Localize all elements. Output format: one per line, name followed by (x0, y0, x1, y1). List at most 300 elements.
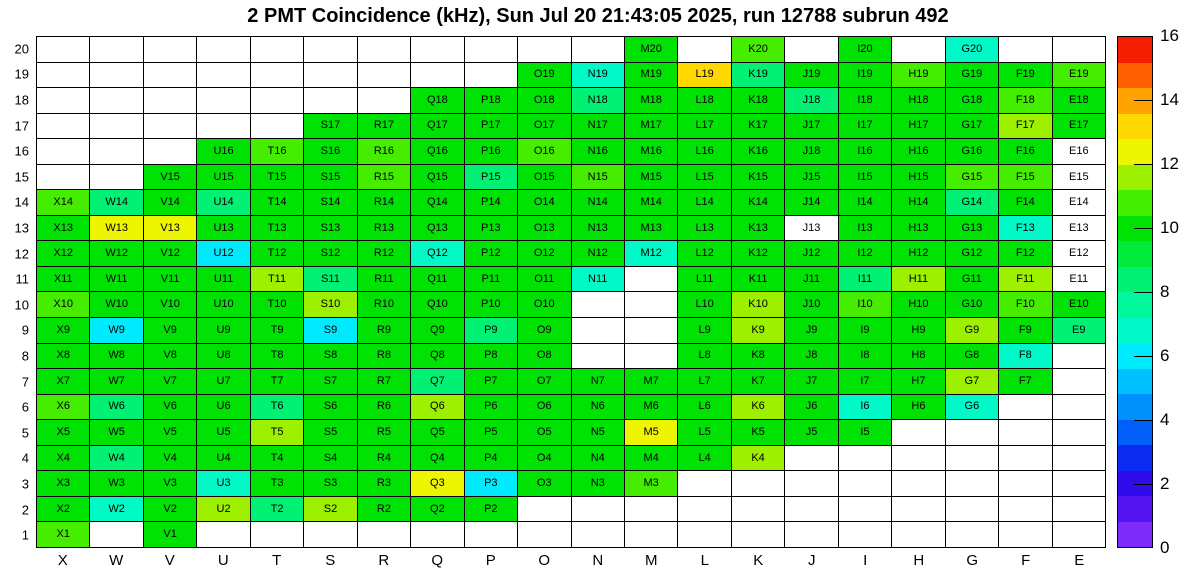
heatmap-cell (197, 497, 249, 522)
cell-label: S10 (320, 298, 341, 311)
heatmap-cell (892, 88, 944, 113)
heatmap-cell (785, 63, 837, 88)
heatmap-cell (304, 318, 356, 343)
heatmap-cell (251, 420, 303, 445)
heatmap-cell-empty (465, 37, 517, 62)
cell-label: M6 (643, 400, 659, 413)
heatmap-cell (251, 292, 303, 317)
cell-label: K10 (748, 298, 768, 311)
heatmap-cell (251, 190, 303, 215)
heatmap-cell (411, 139, 463, 164)
heatmap-cell (732, 216, 784, 241)
heatmap-cell (785, 165, 837, 190)
cell-label: O8 (536, 349, 552, 362)
heatmap-cell-empty (358, 37, 410, 62)
colorbar-tick (1134, 484, 1152, 485)
cell-label: U6 (216, 400, 231, 413)
heatmap-cell (304, 471, 356, 496)
heatmap-cell-empty (411, 37, 463, 62)
cell-label: V7 (163, 374, 177, 387)
cell-label: W10 (105, 298, 128, 311)
cell-label: P10 (481, 298, 501, 311)
cell-label: N7 (590, 374, 605, 387)
heatmap-cell (304, 344, 356, 369)
cell-label: L17 (695, 119, 714, 132)
heatmap-cell (465, 420, 517, 445)
heatmap-cell-empty (37, 37, 89, 62)
cell-label: U4 (216, 451, 231, 464)
cell-label: R7 (376, 374, 391, 387)
cell-label: G15 (961, 170, 983, 183)
heatmap-cell (465, 241, 517, 266)
cell-label: X7 (56, 374, 70, 387)
cell-label: S9 (323, 323, 338, 336)
heatmap-cell-empty (892, 446, 944, 471)
cell-label: Q14 (426, 196, 448, 209)
cell-label: K5 (751, 426, 765, 439)
cell-label: U11 (213, 272, 234, 285)
heatmap-cell (892, 139, 944, 164)
cell-label: P16 (481, 144, 501, 157)
heatmap-cell (1053, 165, 1105, 190)
cell-label: X9 (56, 323, 70, 336)
cell-label: U8 (216, 349, 231, 362)
heatmap-cell (37, 522, 89, 547)
heatmap-cell (197, 395, 249, 420)
y-axis-label: 1 (21, 527, 29, 543)
cell-label: Q7 (430, 374, 445, 387)
cell-label: O12 (533, 247, 555, 260)
heatmap-cell (572, 241, 624, 266)
cell-label: N4 (590, 451, 605, 464)
y-axis-label: 5 (21, 425, 29, 441)
heatmap-cell-empty (946, 497, 998, 522)
cell-label: V8 (163, 349, 177, 362)
cell-label: N14 (587, 196, 608, 209)
heatmap-cell-empty (572, 37, 624, 62)
cell-label: H14 (908, 196, 929, 209)
heatmap-cell-empty (839, 446, 891, 471)
heatmap-cell (839, 241, 891, 266)
heatmap-cell (839, 292, 891, 317)
heatmap-cell-empty (90, 165, 142, 190)
heatmap-cell-empty (197, 88, 249, 113)
cell-label: I9 (860, 323, 870, 336)
cell-label: G11 (961, 272, 982, 285)
heatmap-cell (197, 241, 249, 266)
heatmap-cell (411, 395, 463, 420)
heatmap-cell-empty (358, 63, 410, 88)
heatmap-cell-empty (785, 497, 837, 522)
cell-label: Q4 (430, 451, 445, 464)
heatmap-cell (892, 292, 944, 317)
cell-label: G10 (961, 298, 983, 311)
heatmap-cell-empty (572, 318, 624, 343)
heatmap-cell (518, 471, 570, 496)
heatmap-cell-empty (90, 114, 142, 139)
heatmap-cell-empty (892, 37, 944, 62)
heatmap-cell (90, 241, 142, 266)
cell-label: P8 (484, 349, 498, 362)
cell-label: S16 (320, 144, 341, 157)
cell-label: S6 (323, 400, 338, 413)
heatmap-cell-empty (304, 37, 356, 62)
cell-label: E19 (1068, 68, 1089, 81)
heatmap-cell (732, 446, 784, 471)
heatmap-cell (518, 420, 570, 445)
y-axis-label: 10 (14, 297, 29, 313)
cell-label: L8 (698, 349, 711, 362)
heatmap-cell (518, 446, 570, 471)
colorbar-band (1118, 139, 1152, 165)
heatmap-cell (304, 446, 356, 471)
heatmap-cell (572, 267, 624, 292)
cell-label: V2 (163, 502, 177, 515)
heatmap-cell-empty (37, 114, 89, 139)
heatmap-cell (625, 37, 677, 62)
heatmap-cell (90, 369, 142, 394)
heatmap-cell (1053, 292, 1105, 317)
cell-label: E10 (1068, 298, 1089, 311)
cell-label: O15 (533, 170, 555, 183)
cell-label: K9 (751, 323, 765, 336)
colorbar-band (1118, 190, 1152, 216)
heatmap-cell (572, 114, 624, 139)
heatmap-cell (90, 267, 142, 292)
cell-label: H12 (908, 247, 929, 260)
cell-label: J18 (802, 93, 821, 106)
heatmap-cell (90, 216, 142, 241)
cell-label: G13 (961, 221, 983, 234)
y-axis-label: 14 (14, 194, 29, 210)
cell-label: L11 (695, 272, 714, 285)
heatmap-cell (304, 292, 356, 317)
cell-label: J19 (802, 68, 821, 81)
heatmap-cell-empty (892, 497, 944, 522)
heatmap-cell (304, 267, 356, 292)
heatmap-cell-empty (625, 497, 677, 522)
heatmap-cell-empty (304, 63, 356, 88)
cell-label: E15 (1068, 170, 1089, 183)
heatmap-cell-empty (251, 37, 303, 62)
cell-label: P11 (481, 272, 501, 285)
cell-label: I13 (857, 221, 873, 234)
heatmap-cell (732, 139, 784, 164)
cell-label: J7 (805, 374, 818, 387)
cell-label: T6 (270, 400, 284, 413)
x-axis-label: K (753, 552, 764, 569)
cell-label: I7 (860, 374, 870, 387)
heatmap-cell (732, 88, 784, 113)
cell-label: R5 (376, 426, 391, 439)
cell-label: U9 (216, 323, 231, 336)
heatmap-cell-empty (465, 63, 517, 88)
cell-label: L16 (695, 144, 714, 157)
heatmap-cell-empty (37, 88, 89, 113)
heatmap-cell (892, 216, 944, 241)
cell-label: Q11 (427, 272, 448, 285)
heatmap-cell (358, 292, 410, 317)
cell-label: Q2 (430, 502, 445, 515)
colorbar-tick (1134, 420, 1152, 421)
cell-label: T11 (267, 272, 287, 285)
cell-label: W2 (108, 502, 125, 515)
cell-label: I15 (857, 170, 873, 183)
heatmap-cell (678, 267, 730, 292)
heatmap-cell (572, 395, 624, 420)
cell-label: G19 (961, 68, 983, 81)
cell-label: P9 (484, 323, 498, 336)
heatmap-cell (37, 369, 89, 394)
cell-label: J15 (802, 170, 821, 183)
colorbar-tick (1134, 228, 1152, 229)
heatmap-cell (732, 63, 784, 88)
cell-label: H15 (908, 170, 929, 183)
heatmap-cell (732, 395, 784, 420)
cell-label: E12 (1068, 247, 1089, 260)
heatmap-cell (304, 369, 356, 394)
heatmap-cell (839, 395, 891, 420)
heatmap-cell-empty (90, 522, 142, 547)
cell-label: T4 (270, 451, 284, 464)
cell-label: T12 (267, 247, 287, 260)
cell-label: V6 (163, 400, 177, 413)
heatmap-cell (304, 497, 356, 522)
heatmap-cell-empty (358, 522, 410, 547)
heatmap-cell (839, 318, 891, 343)
heatmap-cell (678, 344, 730, 369)
cell-label: W3 (108, 477, 125, 490)
cell-label: M17 (640, 119, 662, 132)
cell-label: J18 (802, 144, 821, 157)
heatmap-cell (411, 318, 463, 343)
heatmap-cell-empty (625, 522, 677, 547)
heatmap-cell (358, 165, 410, 190)
colorbar-band (1118, 318, 1152, 344)
colorbar-band (1118, 420, 1152, 446)
cell-label: G16 (961, 144, 983, 157)
y-axis-label: 7 (21, 374, 29, 390)
heatmap-cell (358, 395, 410, 420)
cell-label: V13 (160, 221, 180, 234)
cell-label: Q8 (430, 349, 445, 362)
cell-label: U15 (213, 170, 234, 183)
cell-label: K20 (748, 42, 768, 55)
heatmap-cell-empty (197, 63, 249, 88)
heatmap-cell (572, 369, 624, 394)
heatmap-cell (465, 267, 517, 292)
heatmap-cell (678, 395, 730, 420)
cell-label: G14 (961, 196, 983, 209)
cell-label: G6 (964, 400, 980, 413)
heatmap-cell (839, 216, 891, 241)
cell-label: P5 (484, 426, 498, 439)
cell-label: N12 (587, 247, 608, 260)
heatmap-cell-empty (90, 63, 142, 88)
cell-label: P18 (481, 93, 501, 106)
cell-label: O6 (536, 400, 552, 413)
heatmap-cell (465, 165, 517, 190)
cell-label: H19 (908, 68, 929, 81)
heatmap-cell (37, 190, 89, 215)
cell-label: W4 (108, 451, 125, 464)
x-axis-label: H (913, 552, 925, 569)
cell-label: M18 (640, 93, 662, 106)
heatmap-cell (839, 369, 891, 394)
heatmap-cell-empty (197, 522, 249, 547)
heatmap-cell (90, 292, 142, 317)
cell-label: L19 (695, 68, 714, 81)
heatmap-cell (946, 344, 998, 369)
heatmap-cell-empty (999, 420, 1051, 445)
heatmap-cell (197, 318, 249, 343)
cell-label: F18 (1015, 93, 1035, 106)
x-axis-label: J (808, 552, 816, 569)
cell-label: S13 (320, 221, 341, 234)
heatmap-cell-empty (946, 446, 998, 471)
heatmap-cell (358, 114, 410, 139)
heatmap-cell (892, 241, 944, 266)
colorbar-band (1118, 292, 1152, 318)
cell-label: I20 (857, 42, 873, 55)
cell-label: F9 (1018, 323, 1032, 336)
cell-label: J6 (805, 400, 818, 413)
heatmap-cell (999, 190, 1051, 215)
heatmap-cell-empty (37, 165, 89, 190)
cell-label: V14 (160, 196, 180, 209)
heatmap-cell (518, 241, 570, 266)
heatmap-cell (999, 292, 1051, 317)
heatmap-cell (785, 420, 837, 445)
colorbar-band (1118, 445, 1152, 471)
cell-label: O4 (536, 451, 552, 464)
cell-label: L6 (698, 400, 711, 413)
cell-label: T10 (267, 298, 287, 311)
heatmap-cell (785, 190, 837, 215)
heatmap-cell-empty (144, 37, 196, 62)
cell-label: H8 (911, 349, 926, 362)
heatmap-cell (892, 369, 944, 394)
cell-label: F15 (1015, 170, 1035, 183)
heatmap-cell-empty (251, 63, 303, 88)
heatmap-cell (625, 139, 677, 164)
cell-label: J8 (805, 349, 818, 362)
cell-label: F10 (1015, 298, 1035, 311)
y-axis-label: 6 (21, 399, 29, 415)
cell-label: N19 (587, 68, 608, 81)
heatmap-cell-empty (411, 522, 463, 547)
heatmap-cell (90, 471, 142, 496)
cell-label: E16 (1068, 144, 1089, 157)
cell-label: P4 (484, 451, 498, 464)
heatmap-cell-empty (197, 37, 249, 62)
heatmap-cell (518, 63, 570, 88)
colorbar-band (1118, 114, 1152, 140)
cell-label: K17 (748, 119, 768, 132)
heatmap-cell (946, 63, 998, 88)
heatmap-cell (144, 446, 196, 471)
cell-label: E14 (1068, 196, 1089, 209)
heatmap-cell (839, 63, 891, 88)
heatmap-cell (411, 190, 463, 215)
plot-title: 2 PMT Coincidence (kHz), Sun Jul 20 21:43:05 2025, run 12788 subrun 492 (247, 5, 949, 27)
heatmap-cell (465, 88, 517, 113)
x-axis-label: I (863, 552, 868, 569)
cell-label: I18 (857, 93, 873, 106)
heatmap-cell (785, 292, 837, 317)
cell-label: Q13 (426, 221, 448, 234)
cell-label: V3 (163, 477, 177, 490)
heatmap-cell (572, 420, 624, 445)
cell-label: M12 (640, 247, 662, 260)
heatmap-cell (892, 114, 944, 139)
cell-label: W11 (105, 272, 128, 285)
cell-label: F19 (1015, 68, 1035, 81)
heatmap-cell-empty (1053, 395, 1105, 420)
heatmap-cell-empty (625, 344, 677, 369)
heatmap-cell (785, 241, 837, 266)
cell-label: V5 (163, 426, 177, 439)
colorbar-band (1118, 63, 1152, 89)
heatmap-cell (946, 292, 998, 317)
cell-label: J14 (802, 196, 821, 209)
cell-label: J17 (802, 119, 821, 132)
heatmap-cell-empty (839, 471, 891, 496)
cell-label: P15 (481, 170, 501, 183)
heatmap-cell (304, 241, 356, 266)
cell-label: G8 (964, 349, 980, 362)
cell-label: O13 (533, 221, 555, 234)
cell-label: V4 (163, 451, 177, 464)
heatmap-cell-empty (90, 37, 142, 62)
heatmap-cell (732, 318, 784, 343)
heatmap-cell (518, 139, 570, 164)
heatmap-cell (411, 114, 463, 139)
heatmap-cell (572, 190, 624, 215)
cell-label: R4 (376, 451, 391, 464)
heatmap-cell (572, 88, 624, 113)
x-axis-label: X (57, 552, 68, 569)
heatmap-cell (465, 446, 517, 471)
colorbar-tick-label: 16 (1160, 26, 1179, 45)
heatmap-cell (465, 292, 517, 317)
heatmap-cell (732, 114, 784, 139)
cell-label: P12 (481, 247, 501, 260)
heatmap-cell (90, 420, 142, 445)
cell-label: S15 (320, 170, 341, 183)
heatmap-cell-empty (411, 63, 463, 88)
heatmap-cell-empty (785, 522, 837, 547)
heatmap-cell-empty (197, 114, 249, 139)
heatmap-cell (625, 165, 677, 190)
heatmap-cell (37, 216, 89, 241)
cell-label: U16 (213, 144, 234, 157)
heatmap-cell (785, 395, 837, 420)
cell-label: X6 (56, 400, 70, 413)
heatmap-cell (518, 395, 570, 420)
heatmap-cell (572, 471, 624, 496)
cell-label: W7 (108, 374, 125, 387)
x-axis-label: W (109, 552, 124, 569)
cell-label: X4 (56, 451, 70, 464)
heatmap-cell-empty (144, 63, 196, 88)
cell-label: I19 (857, 68, 873, 81)
heatmap-cell (678, 190, 730, 215)
cell-label: W8 (108, 349, 125, 362)
heatmap-cell (678, 241, 730, 266)
x-axis-label: P (485, 552, 496, 569)
heatmap-cell (572, 63, 624, 88)
